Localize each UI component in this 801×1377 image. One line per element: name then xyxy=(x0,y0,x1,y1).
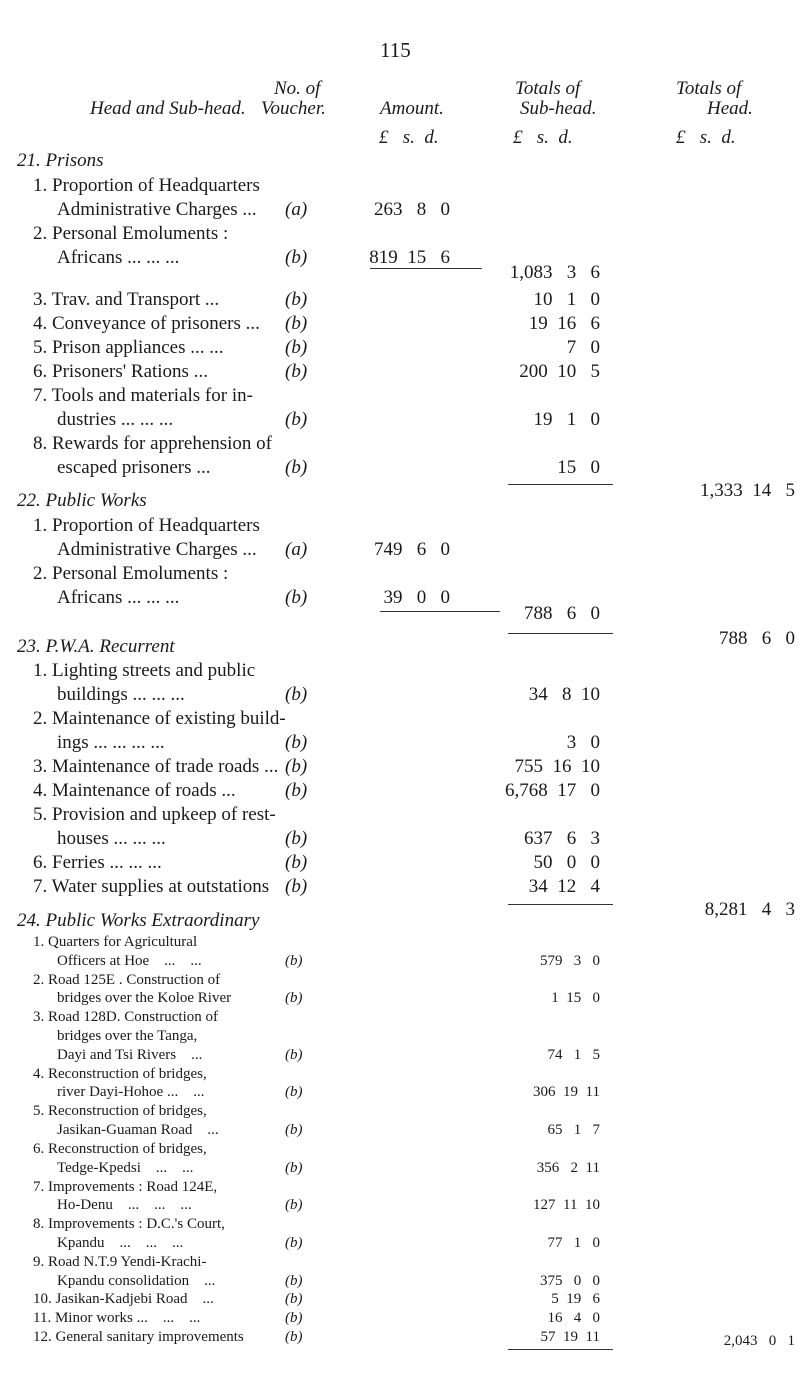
line-text: Administrative Charges ... xyxy=(57,199,257,220)
voucher-ref: (b) xyxy=(285,587,308,608)
line-text: 7. Improvements : Road 124E, xyxy=(33,1179,218,1195)
voucher-ref: (b) xyxy=(285,1160,303,1176)
subhead-value: 50 0 0 xyxy=(533,852,600,873)
line-text: 4. Reconstruction of bridges, xyxy=(33,1066,207,1082)
subhead-total: 788 6 0 xyxy=(524,603,600,624)
voucher-ref: (b) xyxy=(285,780,308,801)
voucher-ref: (b) xyxy=(285,990,303,1006)
line-text: bridges over the Koloe River xyxy=(57,990,232,1006)
line-text: Kpandu consolidation ... xyxy=(57,1273,216,1289)
units-subhead: £ s. d. xyxy=(513,127,573,148)
voucher-ref: (b) xyxy=(285,1122,303,1138)
line-text: 2. Personal Emoluments : xyxy=(33,223,229,244)
subhead-value: 34 8 10 xyxy=(528,684,600,705)
line-text: Ho-Denu ... ... ... xyxy=(57,1197,192,1213)
line-text: Kpandu ... ... ... xyxy=(57,1235,184,1251)
subhead-value: 127 11 10 xyxy=(533,1197,600,1213)
subhead-value: 19 16 6 xyxy=(528,313,600,334)
voucher-ref: (b) xyxy=(285,1310,303,1326)
line-text: Tedge-Kpedsi ... ... xyxy=(57,1160,194,1176)
units-amount: £ s. d. xyxy=(379,127,439,148)
subtotal-rule xyxy=(508,484,613,485)
voucher-ref: (b) xyxy=(285,732,308,753)
line-text: Africans ... ... ... xyxy=(57,247,180,268)
subhead-value: 200 10 5 xyxy=(519,361,600,382)
line-text: Jasikan-Guaman Road ... xyxy=(57,1122,219,1138)
subhead-value: 16 4 0 xyxy=(547,1310,600,1326)
line-text: 1. Quarters for Agricultural xyxy=(33,934,198,950)
col-header-amount: Amount. xyxy=(380,98,444,119)
line-text: buildings ... ... ... xyxy=(57,684,185,705)
line-text: 3. Trav. and Transport ... xyxy=(33,289,220,310)
head-total: 2,043 0 1 xyxy=(723,1333,795,1349)
amount-value: 263 8 0 xyxy=(374,199,450,220)
line-text: 7. Tools and materials for in- xyxy=(33,385,253,406)
line-text: 10. Jasikan-Kadjebi Road ... xyxy=(33,1291,214,1307)
units-head: £ s. d. xyxy=(676,127,736,148)
col-header-subhead: Sub-head. xyxy=(520,98,597,119)
line-text: 2. Maintenance of existing build- xyxy=(33,708,286,729)
line-text: dustries ... ... ... xyxy=(57,409,174,430)
voucher-ref: (b) xyxy=(285,684,308,705)
subtotal-rule xyxy=(508,904,613,905)
voucher-ref: (b) xyxy=(285,876,308,897)
line-text: Dayi and Tsi Rivers ... xyxy=(57,1047,203,1063)
line-text: 6. Reconstruction of bridges, xyxy=(33,1141,207,1157)
amount-value: 39 0 0 xyxy=(383,587,450,608)
section-title-public-works: 22. Public Works xyxy=(17,490,147,511)
voucher-ref: (b) xyxy=(285,409,308,430)
col-header-totals-of-subhead: Totals of xyxy=(515,78,581,99)
section-title-pwa-recurrent: 23. P.W.A. Recurrent xyxy=(17,636,175,657)
line-text: Officers at Hoe ... ... xyxy=(57,953,202,969)
subhead-value: 15 0 xyxy=(557,457,600,478)
subhead-value: 7 0 xyxy=(566,337,600,358)
subhead-value: 57 19 11 xyxy=(540,1329,600,1345)
line-text: 8. Improvements : D.C.'s Court, xyxy=(33,1216,225,1232)
subhead-value: 34 12 4 xyxy=(528,876,600,897)
amount-value: 819 15 6 xyxy=(369,247,450,268)
subhead-value: 77 1 0 xyxy=(547,1235,600,1251)
voucher-ref: (b) xyxy=(285,289,308,310)
line-text: bridges over the Tanga, xyxy=(57,1028,198,1044)
line-text: 11. Minor works ... ... ... xyxy=(33,1310,201,1326)
voucher-ref: (b) xyxy=(285,1235,303,1251)
line-text: 12. General sanitary improvements xyxy=(33,1329,244,1345)
voucher-ref: (b) xyxy=(285,361,308,382)
col-header-totals-of-head: Totals of xyxy=(676,78,742,99)
subhead-value: 1 15 0 xyxy=(551,990,600,1006)
line-text: 1. Proportion of Headquarters xyxy=(33,515,260,536)
subhead-value: 6,768 17 0 xyxy=(505,780,600,801)
footer-overflow-rows xyxy=(0,0,1,1)
subhead-value: 3 0 xyxy=(566,732,600,753)
voucher-ref: (b) xyxy=(285,313,308,334)
line-text: 6. Prisoners' Rations ... xyxy=(33,361,208,382)
line-text: 4. Maintenance of roads ... xyxy=(33,780,236,801)
line-text: houses ... ... ... xyxy=(57,828,166,849)
page-number: 115 xyxy=(380,38,411,62)
line-text: 1. Lighting streets and public xyxy=(33,660,256,681)
voucher-ref: (b) xyxy=(285,953,303,969)
subhead-value: 637 6 3 xyxy=(524,828,600,849)
voucher-ref: (b) xyxy=(285,828,308,849)
head-total: 1,333 14 5 xyxy=(700,480,795,501)
line-text: 4. Conveyance of prisoners ... xyxy=(33,313,260,334)
subtotal-rule xyxy=(508,633,613,634)
section-title-prisons: 21. Prisons xyxy=(17,150,104,171)
subtotal-rule xyxy=(508,1349,613,1350)
section-title-public-works-extraordinary: 24. Public Works Extraordinary xyxy=(17,910,260,931)
subhead-value: 19 1 0 xyxy=(533,409,600,430)
line-text: 1. Proportion of Headquarters xyxy=(33,175,260,196)
voucher-ref: (b) xyxy=(285,756,308,777)
head-total: 8,281 4 3 xyxy=(704,899,795,920)
line-text: 9. Road N.T.9 Yendi-Krachi- xyxy=(33,1254,207,1270)
subhead-value: 306 19 11 xyxy=(533,1084,600,1100)
voucher-ref: (a) xyxy=(285,199,308,220)
amount-value: 749 6 0 xyxy=(374,539,450,560)
col-header-head-subhead: Head and Sub-head. xyxy=(90,98,246,119)
voucher-ref: (b) xyxy=(285,247,308,268)
line-text: 5. Reconstruction of bridges, xyxy=(33,1103,207,1119)
subhead-value: 755 16 10 xyxy=(514,756,600,777)
line-text: river Dayi-Hohoe ... ... xyxy=(57,1084,205,1100)
col-header-voucher: Voucher. xyxy=(261,98,326,119)
line-text: 5. Prison appliances ... ... xyxy=(33,337,224,358)
voucher-ref: (b) xyxy=(285,1047,303,1063)
line-text: escaped prisoners ... xyxy=(57,457,211,478)
voucher-ref: (b) xyxy=(285,1329,303,1345)
voucher-ref: (a) xyxy=(285,539,308,560)
subhead-value: 74 1 5 xyxy=(547,1047,600,1063)
col-header-no-of: No. of xyxy=(274,78,321,99)
line-text: 2. Road 125E . Construction of xyxy=(33,972,221,988)
voucher-ref: (b) xyxy=(285,1273,303,1289)
head-total: 788 6 0 xyxy=(719,628,795,649)
voucher-ref: (b) xyxy=(285,852,308,873)
subhead-value: 579 3 0 xyxy=(540,953,600,969)
voucher-ref: (b) xyxy=(285,1197,303,1213)
voucher-ref: (b) xyxy=(285,337,308,358)
line-text: 7. Water supplies at outstations xyxy=(33,876,270,897)
line-text: ings ... ... ... ... xyxy=(57,732,165,753)
line-text: Administrative Charges ... xyxy=(57,539,257,560)
subhead-total: 1,083 3 6 xyxy=(509,262,600,283)
voucher-ref: (b) xyxy=(285,1084,303,1100)
subhead-value: 356 2 11 xyxy=(536,1160,600,1176)
line-text: 6. Ferries ... ... ... xyxy=(33,852,162,873)
line-text: 3. Maintenance of trade roads ... xyxy=(33,756,279,777)
subhead-value: 10 1 0 xyxy=(533,289,600,310)
col-header-head: Head. xyxy=(707,98,753,119)
line-text: 3. Road 128D. Construction of xyxy=(33,1009,218,1025)
line-text: 5. Provision and upkeep of rest- xyxy=(33,804,276,825)
voucher-ref: (b) xyxy=(285,1291,303,1307)
subhead-value: 375 0 0 xyxy=(540,1273,600,1289)
subhead-value: 65 1 7 xyxy=(547,1122,600,1138)
subhead-value: 5 19 6 xyxy=(551,1291,600,1307)
line-text: 2. Personal Emoluments : xyxy=(33,563,229,584)
line-text: 8. Rewards for apprehension of xyxy=(33,433,273,454)
line-text: Africans ... ... ... xyxy=(57,587,180,608)
voucher-ref: (b) xyxy=(285,457,308,478)
